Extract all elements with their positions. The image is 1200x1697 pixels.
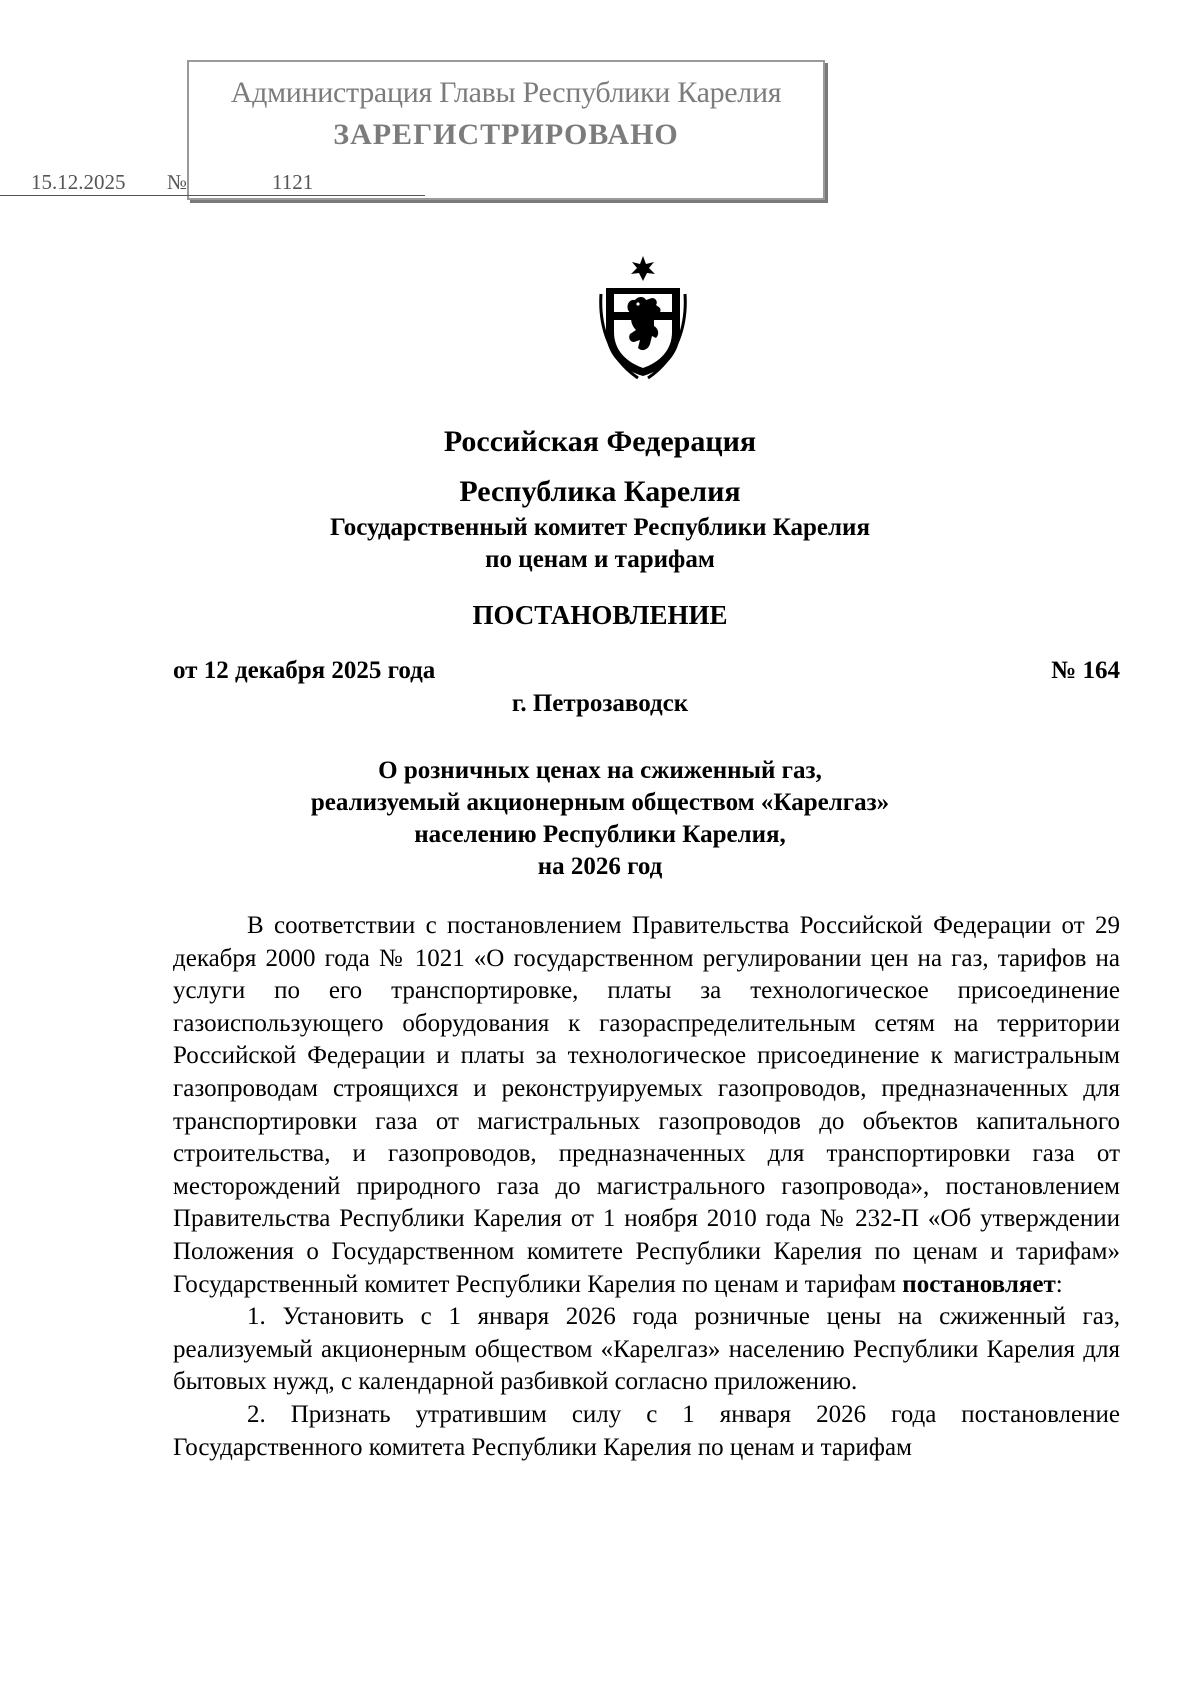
document-type: ПОСТАНОВЛЕНИЕ — [472, 600, 728, 630]
stamp-agency: Администрация Главы Республики Карелия — [230, 76, 782, 109]
title-line: О розничных ценах на сжиженный газ, — [378, 757, 822, 784]
clause-1: 1. Установить с 1 января 2026 года розничные цены на сжиженный газ, реализуемый акционерным обществом «Карелгаз» населению Республики Карелия для бытовых нужд, с календарной разбивкой согласно приложению. — [173, 1303, 1120, 1396]
document-city: г. Петрозаводск — [511, 690, 689, 717]
title-line: населению Республики Карелия, — [414, 821, 786, 848]
karelia-coat-of-arms-icon — [598, 254, 688, 380]
clause-2: 2. Признать утратившим силу с 1 января 2026 года постановление Государственного комитета Республики Карелия по ценам и тарифам — [173, 1400, 1120, 1461]
document-title — [0, 755, 1200, 883]
preamble-text: В соответствии с постановлением Правительства Российской Федерации от 29 декабря 2000 года № 1021 «О государственном регулировании цен на газ, тарифов на услуги по его транспортировке, платы за технологическое присоединение газоиспользующего оборудования к газораспределительным сетям на территории Российской Федерации и платы за технологическое присоединение к магистральным газопроводам строящихся и реконструируемых газопроводов, предназначенных для транспортировки газа от магистральных газопроводов до объектов капитального строительства, и газопроводов, предназначенных для транспортировки газа от месторождений природного газа до магистрального газопровода», постановлением Правительства Республики Карелия от 1 ноября 2010 года № 232-П «Об утверждении Положения о Государственном комитете Республики Карелия по ценам и тарифам» Государственный комитет Республики Карелия по ценам и тарифам — [173, 912, 1120, 1298]
document-body — [173, 910, 1120, 1464]
committee-heading: Государственный комитет Республики Карелия — [330, 514, 870, 541]
stamp-number: 1121 — [272, 170, 314, 194]
title-line: реализуемый акционерным обществом «Карелгаз» — [310, 789, 890, 816]
title-line: на 2026 год — [537, 853, 663, 880]
resolves-colon: : — [1055, 1270, 1063, 1298]
stamp-status: ЗАРЕГИСТРИРОВАНО — [333, 118, 679, 151]
resolves-keyword: постановляет — [902, 1270, 1056, 1298]
stamp-number-label: № — [167, 170, 188, 194]
republic-heading: Республика Карелия — [459, 475, 741, 508]
stamp-registration-line — [0, 165, 425, 196]
preamble-paragraph — [173, 910, 1120, 1301]
committee-heading-line2: по ценам и тарифам — [485, 546, 715, 573]
document-date: от 12 декабря 2025 года — [173, 657, 436, 684]
stamp-date: 15.12.2025 — [31, 170, 126, 194]
document-number: № 164 — [1051, 657, 1120, 684]
country-heading: Российская Федерация — [443, 425, 757, 458]
